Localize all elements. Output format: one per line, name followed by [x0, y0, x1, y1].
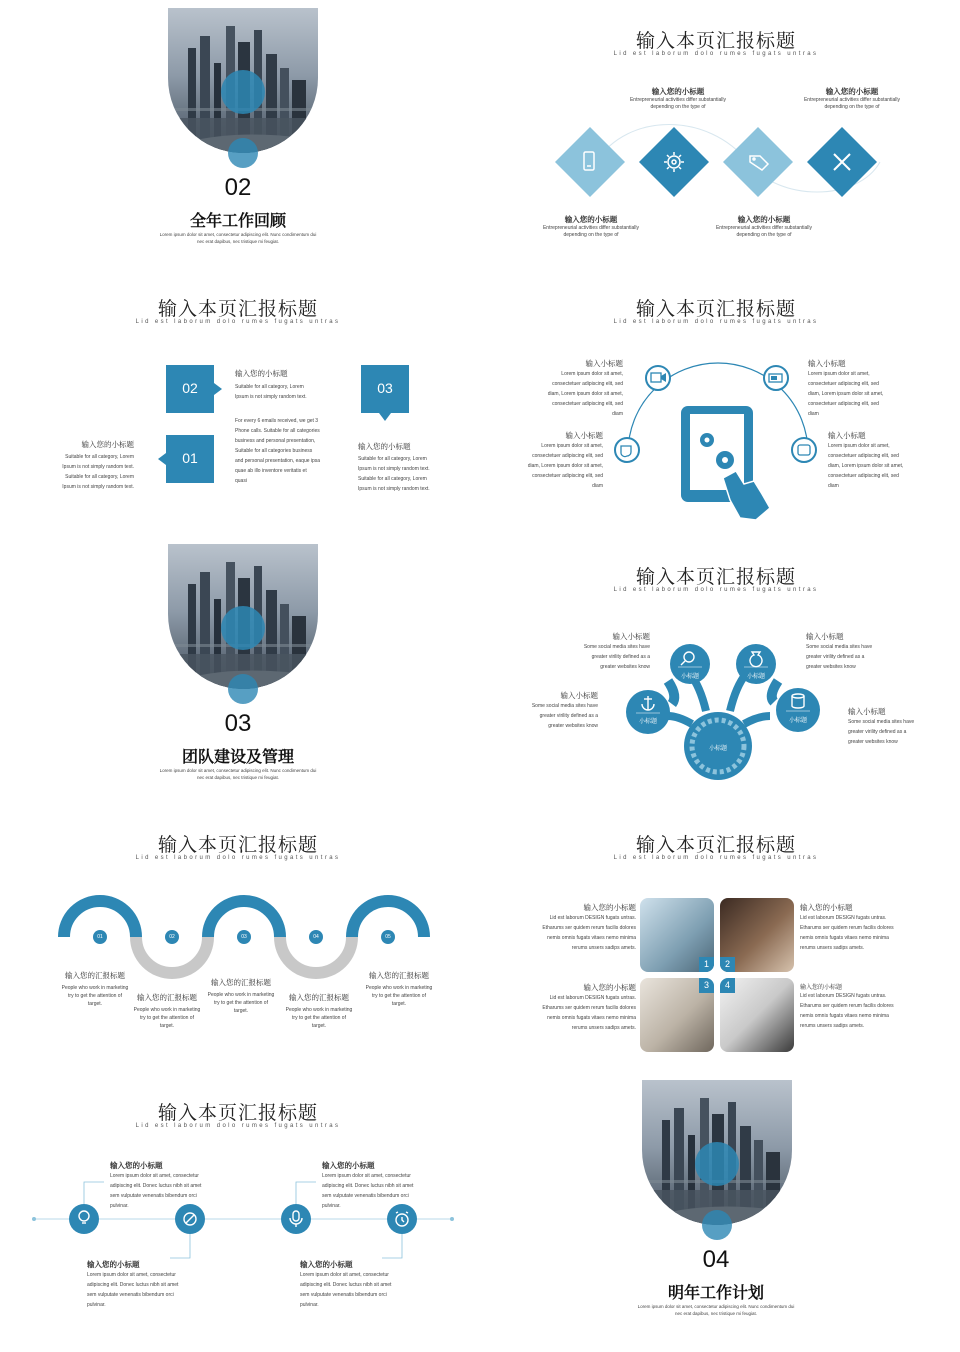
- photo-text-2: 输入您的小标题 Lid est laborum DESIGN fugats untras. Etharums ser quidem rerum facilis dolores nemis omnis fugats vitaes nemo minima rerums unsers sadips amets.: [800, 903, 894, 951]
- section-lorem-1: Lorem ipsum dolor sit amet, consectetur adipiscing elit. Nunc condimentum dui: [637, 1304, 795, 1309]
- page-title: 输入本页汇报标题: [157, 1103, 318, 1124]
- section-lorem-2: nec erat dapibus, nec tristique mi feugiat.: [674, 1311, 758, 1316]
- wave-number-04: 04: [313, 934, 319, 940]
- page-subtitle: Lid est laborum dolo rumes fugats untras: [613, 51, 819, 57]
- tablet-text-bottom-left: 输入小标题 Lorem ipsum dolor sit amet, consectetuer adipiscing elit, sed diam, Lorem ipsum dolor sit amet, consectetuer adipiscing elit, sed diam: [527, 431, 603, 489]
- page-title: 输入本页汇报标题: [635, 299, 796, 320]
- box-label-03: 03: [377, 380, 393, 396]
- slide-timeline: [0, 1072, 476, 1338]
- box-mid-text: For every 6 emails received, we get 3 Phone calls. Suitable for all categories business and personal presentation, Suitable for all categories business and personal presentation, eaque ipsa quae ab illo inventore veritatis et quasi: [235, 418, 321, 484]
- hub-center-label: 小标题: [708, 746, 727, 752]
- photo-meeting: [640, 898, 714, 972]
- hub-node-label-top-right: 小标题: [746, 674, 765, 680]
- section-title: 明年工作计划: [667, 1285, 764, 1302]
- diamond-1: [555, 127, 625, 197]
- section-lorem-1: Lorem ipsum dolor sit amet, consectetur adipiscing elit. Nunc condimentum dui: [159, 768, 317, 773]
- photo-writing: [640, 978, 714, 1052]
- wave-text-5: 输入您的汇报标题 People who work in marketing try to get the attention of target.: [365, 971, 433, 1007]
- box-02-text: 输入您的小标题 Suitable for all category, Lorem Ipsum is not simply random text.: [235, 369, 307, 400]
- city-shield-image: [642, 1080, 792, 1240]
- page-subtitle: Lid est laborum dolo rumes fugats untras: [613, 587, 819, 593]
- section-number: 04: [702, 1246, 730, 1273]
- palette-icon: [792, 438, 816, 462]
- photo-number-4: 4: [720, 978, 735, 993]
- slide-boxes: [0, 268, 476, 534]
- top-item-1: 输入您的小标题 Entrepreneurial activities differ substantially depending on the type of: [629, 87, 727, 110]
- bottom-item-2: 输入您的小标题 Entrepreneurial activities differ substantially depending on the type of: [715, 215, 813, 238]
- photo-number-3: 3: [699, 978, 714, 993]
- tablet-text-bottom-right: 输入小标题 Lorem ipsum dolor sit amet, consectetuer adipiscing elit, sed diam, Lorem ipsum dolor sit amet, consectetuer adipiscing elit, sed diam: [828, 431, 904, 489]
- section-lorem-2: nec erat dapibus, nec tristique mi feugiat.: [196, 239, 280, 244]
- page-subtitle: Lid est laborum dolo rumes fugats untras: [135, 1123, 341, 1129]
- page-subtitle: Lid est laborum dolo rumes fugats untras: [613, 319, 819, 325]
- hub-node-label-top-left: 小标题: [680, 674, 699, 680]
- section-lorem-2: nec erat dapibus, nec tristique mi feugiat.: [196, 775, 280, 780]
- video-icon: [646, 366, 670, 390]
- timeline-text-2: 输入您的小标题 Lorem ipsum dolor sit amet, consectetur adipiscing elit. Donec luctus nibh sit amet sem vulputate venenatis bibendum orci pulvinar.: [87, 1260, 179, 1308]
- section-title: 全年工作回顾: [189, 213, 286, 230]
- timeline-text-4: 输入您的小标题 Lorem ipsum dolor sit amet, consectetur adipiscing elit. Donec luctus nibh sit amet sem vulputate venenatis bibendum orci pulvinar.: [300, 1260, 392, 1308]
- hub-text-left: 输入小标题 Some social media sites have greater virility defined as a greater websites know: [531, 691, 598, 729]
- timeline-text-3: 输入您的小标题 Lorem ipsum dolor sit amet, consectetur adipiscing elit. Donec luctus nibh sit amet sem vulputate venenatis bibendum orci pulvinar.: [322, 1161, 414, 1209]
- box-01-text: 输入您的小标题 Suitable for all category, Lorem Ipsum is not simply random text. Suitable for all category, Lorem Ipsum is not simply random text.: [62, 440, 134, 490]
- bottom-item-1: 输入您的小标题 Entrepreneurial activities differ substantially depending on the type of: [542, 215, 640, 238]
- page-title: 输入本页汇报标题: [635, 567, 796, 588]
- photo-number-2: 2: [720, 957, 735, 972]
- slide-diamonds: [478, 0, 954, 266]
- page-title: 输入本页汇报标题: [635, 835, 796, 856]
- tablet-text-top-right: 输入小标题 Lorem ipsum dolor sit amet, consectetuer adipiscing elit, sed diam, Lorem ipsum dolor sit amet, consectetuer adipiscing elit, sed diam: [808, 359, 884, 417]
- city-shield-image: [168, 544, 318, 704]
- hub-text-right: 输入小标题 Some social media sites have greater virility defined as a greater websites know: [848, 707, 915, 745]
- slide-section-02: [0, 0, 476, 266]
- timeline-text-1: 输入您的小标题 Lorem ipsum dolor sit amet, consectetur adipiscing elit. Donec luctus nibh sit amet sem vulputate venenatis bibendum orci pulvinar.: [110, 1161, 202, 1209]
- wave-text-3: 输入您的汇报标题 People who work in marketing try to get the attention of target.: [207, 978, 275, 1014]
- wave-text-4: 输入您的汇报标题 People who work in marketing try to get the attention of target.: [285, 993, 353, 1029]
- page-subtitle: Lid est laborum dolo rumes fugats untras: [135, 319, 341, 325]
- page-title: 输入本页汇报标题: [157, 299, 318, 320]
- box-03-text: 输入您的小标题 Suitable for all category, Lorem Ipsum is not simply random text. Suitable for all category, Lorem Ipsum is not simply random text.: [358, 442, 430, 492]
- hub-node-label-left: 小标题: [638, 719, 657, 725]
- diamond-2: [639, 127, 709, 197]
- city-shield-image: [168, 8, 318, 168]
- slide-hub: [478, 536, 954, 802]
- top-item-2: 输入您的小标题 Entrepreneurial activities differ substantially depending on the type of: [803, 87, 901, 110]
- wave-text-2: 输入您的汇报标题 People who work in marketing try to get the attention of target.: [133, 993, 201, 1029]
- hub-node-label-right: 小标题: [788, 718, 807, 724]
- slide-tablet: [478, 268, 954, 534]
- page-subtitle: Lid est laborum dolo rumes fugats untras: [613, 855, 819, 861]
- section-number: 02: [224, 174, 252, 201]
- photo-text-3: 输入您的小标题 Lid est laborum DESIGN fugats untras. Etharums ser quidem rerum facilis dolores nemis omnis fugats vitaes nemo minima rerums unsers sadips amets.: [542, 983, 636, 1031]
- wave-number-01: 01: [97, 934, 103, 940]
- photo-handshake: [720, 898, 794, 972]
- photo-text-1: 输入您的小标题 Lid est laborum DESIGN fugats untras. Etharums ser quidem rerum facilis dolores nemis omnis fugats vitaes nemo minima rerums unsers sadips amets.: [542, 903, 636, 951]
- tablet-text-top-left: 输入小标题 Lorem ipsum dolor sit amet, consectetuer adipiscing elit, sed diam, Lorem ipsum dolor sit amet, consectetuer adipiscing elit, sed diam: [547, 359, 623, 417]
- page-title: 输入本页汇报标题: [157, 835, 318, 856]
- wave-number-03: 03: [241, 934, 247, 940]
- page-subtitle: Lid est laborum dolo rumes fugats untras: [135, 855, 341, 861]
- cup-icon: [615, 438, 639, 462]
- page-title: 输入本页汇报标题: [635, 31, 796, 52]
- photo-laptop: [720, 978, 794, 1052]
- section-title: 团队建设及管理: [181, 749, 294, 766]
- slide-waves: [0, 804, 476, 1070]
- wave-text-1: 输入您的汇报标题 People who work in marketing try to get the attention of target.: [61, 971, 129, 1007]
- battery-icon: [764, 366, 788, 390]
- section-lorem-1: Lorem ipsum dolor sit amet, consectetur adipiscing elit. Nunc condimentum dui: [159, 232, 317, 237]
- wave-number-05: 05: [385, 934, 391, 940]
- photo-number-1: 1: [699, 957, 714, 972]
- wave-number-02: 02: [169, 934, 175, 940]
- hub-text-top-right: 输入小标题 Some social media sites have greater virility defined as a greater websites know: [806, 632, 873, 670]
- tablet-icon: [681, 406, 770, 520]
- slide-section-03: [0, 536, 476, 802]
- section-number: 03: [224, 710, 252, 737]
- photo-text-4: 输入您的小标题 Lid est laborum DESIGN fugats untras. Etharums ser quidem rerum facilis dolores nemis omnis fugats vitaes nemo minima rerums unsers sadips amets.: [800, 985, 894, 1029]
- box-label-01: 01: [182, 450, 198, 466]
- box-label-02: 02: [182, 380, 198, 396]
- hub-text-top-left: 输入小标题 Some social media sites have greater virility defined as a greater websites know: [583, 632, 650, 670]
- slide-photo-grid: [478, 804, 954, 1070]
- slide-section-04: [478, 1072, 954, 1338]
